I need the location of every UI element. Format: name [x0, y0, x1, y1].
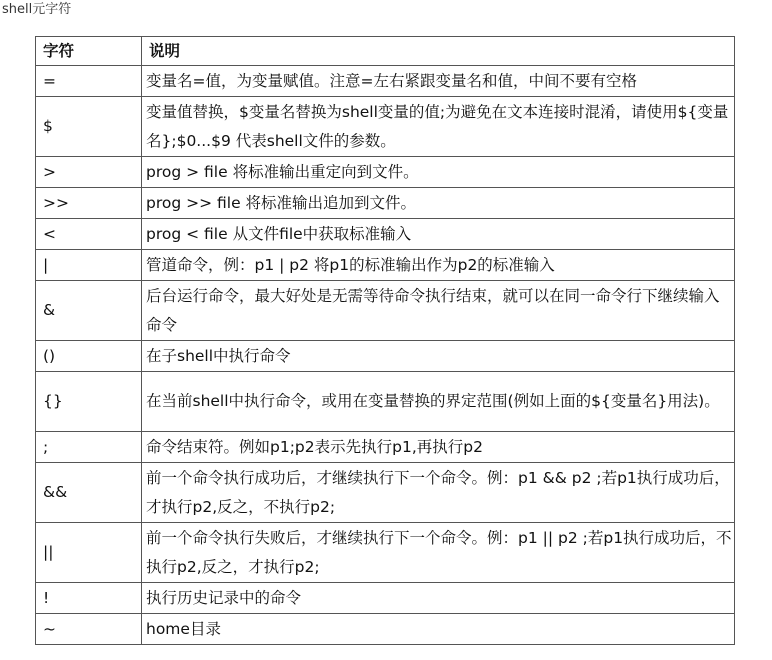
description-cell: home目录 — [142, 614, 735, 645]
symbol-cell: ~ — [36, 614, 142, 645]
table-row — [36, 66, 735, 97]
description-cell: 前一个命令执行失败后，才继续执行下一个命令。例：p1 || p2 ;若p1执行成功后，不执行p2,反之，才执行p2; — [142, 523, 735, 583]
description-cell: 管道命令，例：p1 | p2 将p1的标准输出作为p2的标准输入 — [142, 250, 735, 281]
column-header-symbol: 字符 — [36, 37, 142, 66]
symbol-cell: || — [36, 523, 142, 583]
table-row — [36, 188, 735, 219]
description-cell: prog < file 从文件file中获取标准输入 — [142, 219, 735, 250]
description-cell: 后台运行命令，最大好处是无需等待命令执行结束，就可以在同一命令行下继续输入命令 — [142, 281, 735, 341]
symbol-cell: $ — [36, 97, 142, 157]
table-row — [36, 523, 735, 583]
table-row — [36, 614, 735, 645]
description-cell: 在子shell中执行命令 — [142, 341, 735, 372]
symbol-cell: >> — [36, 188, 142, 219]
table-row — [36, 281, 735, 341]
symbol-cell: {} — [36, 372, 142, 432]
symbol-cell: && — [36, 463, 142, 523]
table-row — [36, 97, 735, 157]
symbol-cell: > — [36, 157, 142, 188]
symbol-cell: () — [36, 341, 142, 372]
symbol-cell: & — [36, 281, 142, 341]
symbol-cell: | — [36, 250, 142, 281]
symbol-cell: = — [36, 66, 142, 97]
table-row — [36, 250, 735, 281]
table-row — [36, 341, 735, 372]
metacharacter-table — [35, 36, 735, 645]
table-row — [36, 157, 735, 188]
description-cell: prog > file 将标准输出重定向到文件。 — [142, 157, 735, 188]
column-header-description: 说明 — [142, 37, 735, 66]
table-row — [36, 219, 735, 250]
table-row — [36, 583, 735, 614]
description-cell: 前一个命令执行成功后，才继续执行下一个命令。例：p1 && p2 ;若p1执行成功后，才执行p2,反之，不执行p2; — [142, 463, 735, 523]
symbol-cell: ; — [36, 432, 142, 463]
table-row — [36, 372, 735, 432]
description-cell: 命令结束符。例如p1;p2表示先执行p1,再执行p2 — [142, 432, 735, 463]
description-cell: 变量值替换，$变量名替换为shell变量的值;为避免在文本连接时混淆，请使用${变量名};$0...$9 代表shell文件的参数。 — [142, 97, 735, 157]
table-row — [36, 463, 735, 523]
description-cell: 在当前shell中执行命令，或用在变量替换的界定范围(例如上面的${变量名}用法)。 — [142, 372, 735, 432]
table-row — [36, 432, 735, 463]
description-cell: 变量名=值，为变量赋值。注意=左右紧跟变量名和值，中间不要有空格 — [142, 66, 735, 97]
symbol-cell: ! — [36, 583, 142, 614]
symbol-cell: < — [36, 219, 142, 250]
description-cell: prog >> file 将标准输出追加到文件。 — [142, 188, 735, 219]
table-caption: shell元字符 — [2, 2, 72, 17]
description-cell: 执行历史记录中的命令 — [142, 583, 735, 614]
table-header-row — [36, 37, 735, 66]
